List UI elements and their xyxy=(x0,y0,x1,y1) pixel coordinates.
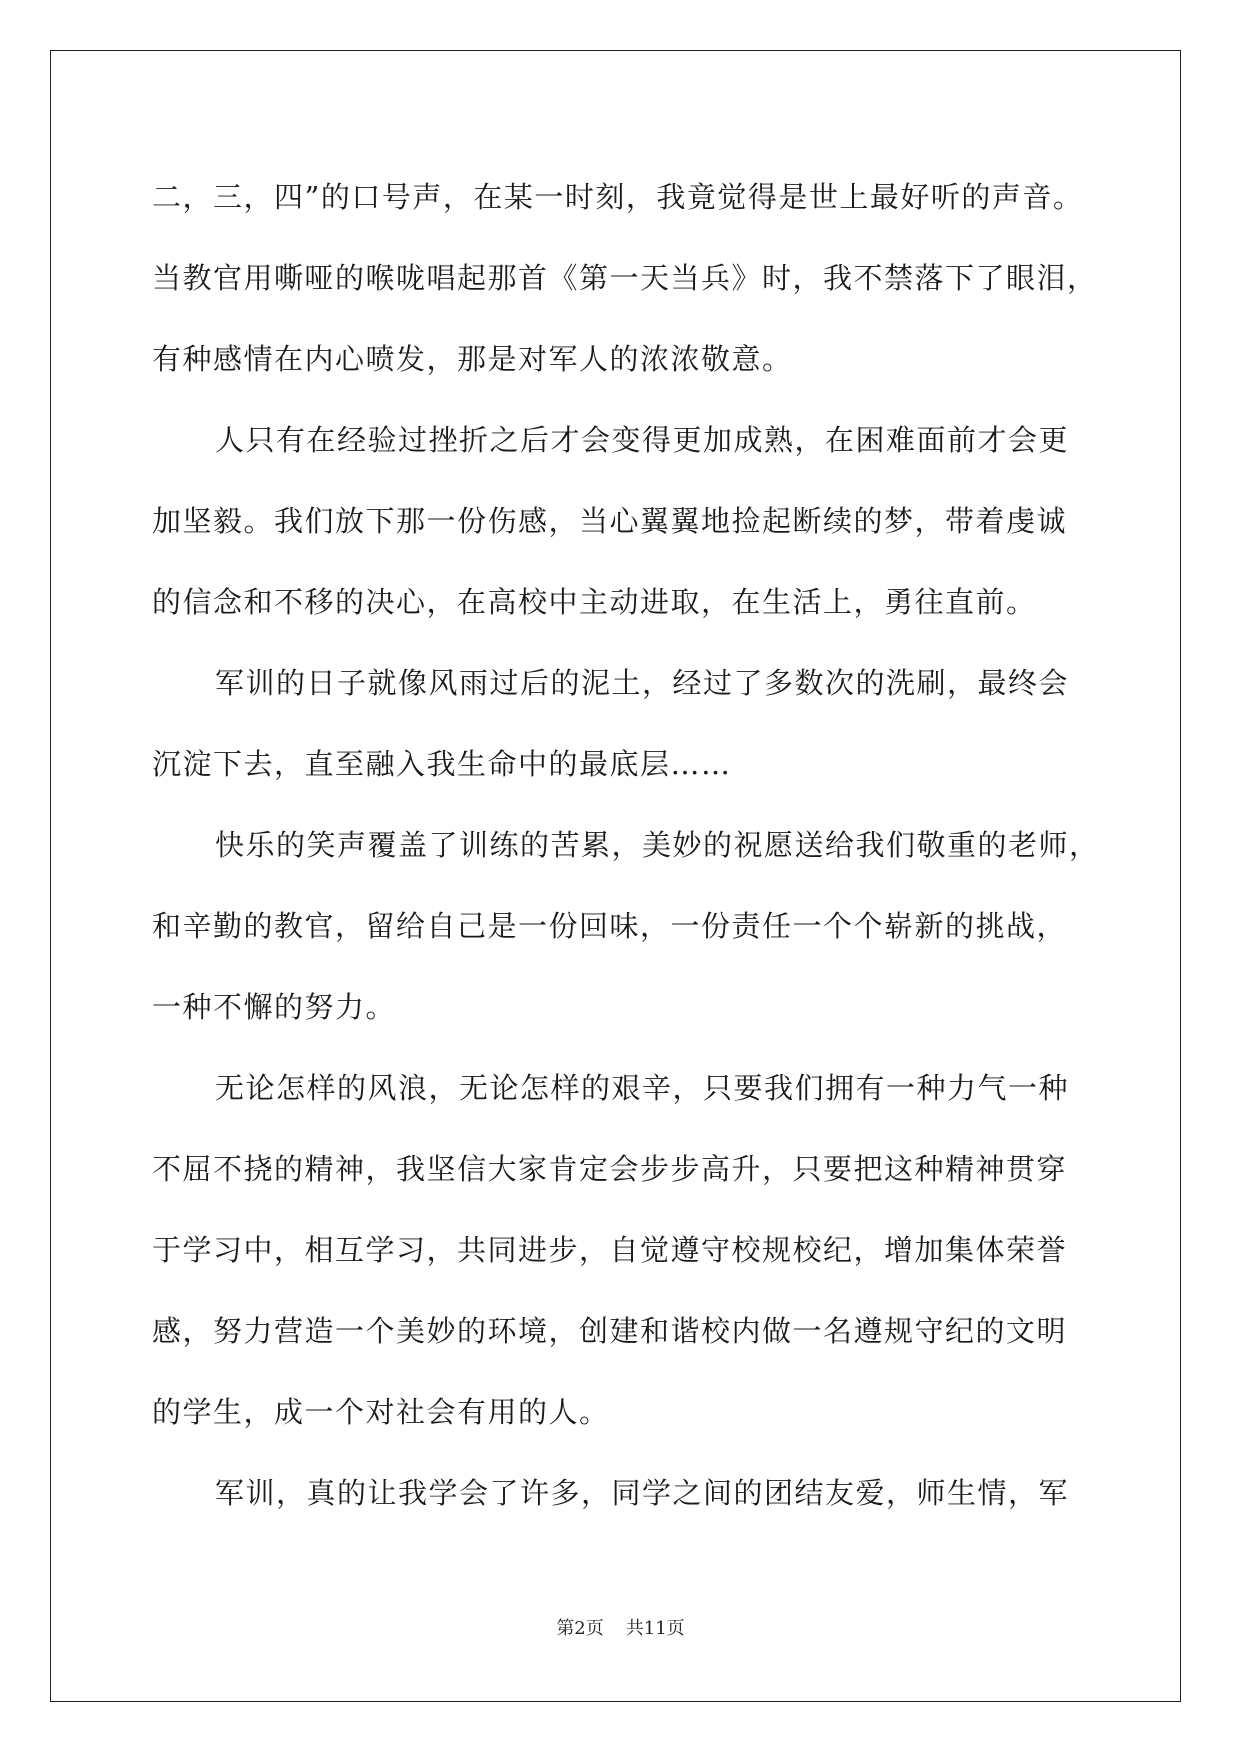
text-line: 的学生，成一个对社会有用的人。 xyxy=(152,1395,610,1429)
text-line: 不屈不挠的精神，我坚信大家肯定会步步高升，只要把这种精神贯穿 xyxy=(152,1152,1068,1186)
page-number-total: 共11页 xyxy=(625,1618,685,1639)
text-line: 有种感情在内心喷发，那是对军人的浓浓敬意。 xyxy=(152,342,793,376)
text-line: 沉淀下去，直至融入我生命中的最底层…… xyxy=(152,747,732,781)
text-line: 一种不懈的努力。 xyxy=(152,990,397,1024)
text-line: 于学习中，相互学习，共同进步，自觉遵守校规校纪，增加集体荣誉 xyxy=(152,1233,1068,1267)
text-line: 的信念和不移的决心，在高校中主动进取，在生活上，勇往直前。 xyxy=(152,585,1037,619)
text-line: 和辛勤的教官，留给自己是一份回味，一份责任一个个崭新的挑战， xyxy=(152,909,1068,943)
page-footer xyxy=(0,1614,1241,1640)
text-line: 加坚毅。我们放下那一份伤感，当心翼翼地捡起断续的梦，带着虔诚 xyxy=(152,504,1068,538)
text-line: 无论怎样的风浪，无论怎样的艰辛，只要我们拥有一种力气一种 xyxy=(215,1071,1070,1105)
text-line: 军训的日子就像风雨过后的泥土，经过了多数次的洗刷，最终会 xyxy=(215,666,1070,700)
text-line: 感，努力营造一个美妙的环境，创建和谐校内做一名遵规守纪的文明 xyxy=(152,1314,1068,1348)
text-line: 当教官用嘶哑的喉咙唱起那首《第一天当兵》时，我不禁落下了眼泪， xyxy=(152,261,1098,295)
text-line: 快乐的笑声覆盖了训练的苦累，美妙的祝愿送给我们敬重的老师， xyxy=(215,828,1100,862)
text-line: 人只有在经验过挫折之后才会变得更加成熟，在困难面前才会更 xyxy=(215,423,1070,457)
document-body xyxy=(152,157,1100,1534)
page-number-current: 第2页 xyxy=(556,1618,604,1639)
text-line: 二，三，四”的口号声，在某一时刻，我竟觉得是世上最好听的声音。 xyxy=(152,180,1084,214)
text-line: 军训，真的让我学会了许多，同学之间的团结友爱，师生情，军 xyxy=(215,1476,1070,1510)
